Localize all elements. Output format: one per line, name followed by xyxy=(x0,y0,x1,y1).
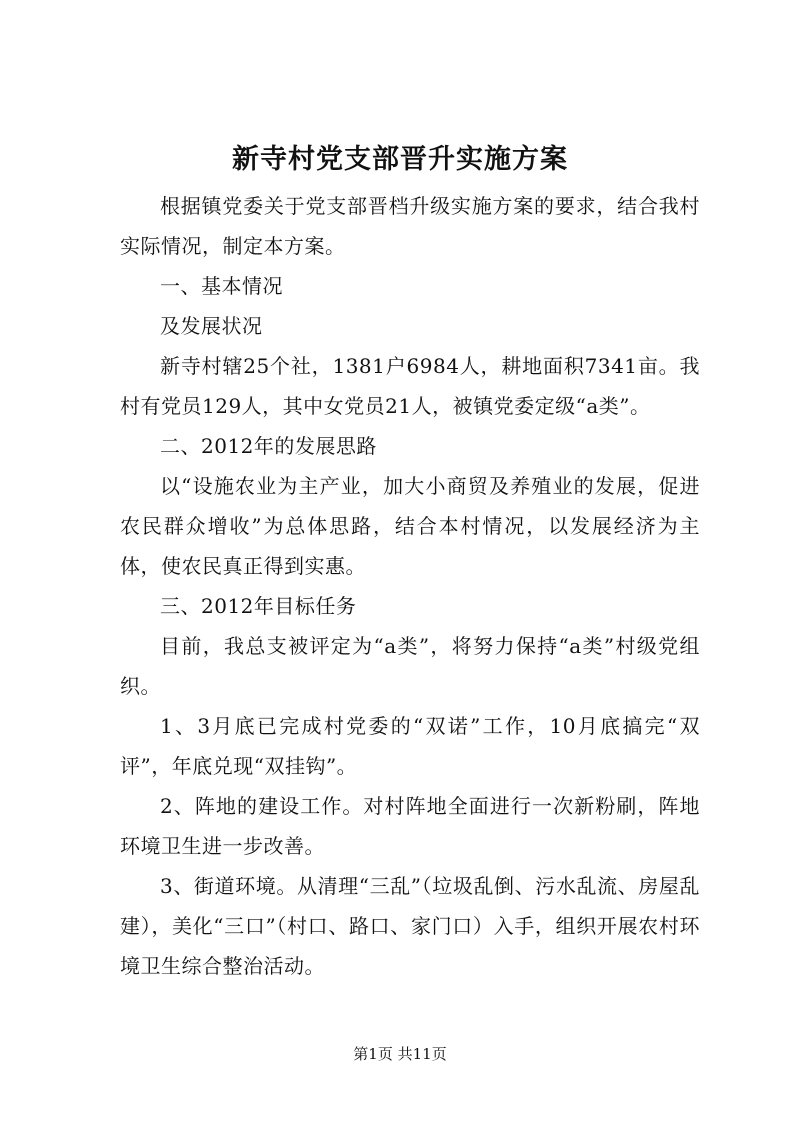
paragraph-development-ideas: 以“设施农业为主产业，加大小商贸及养殖业的发展，促进农民群众增收”为总体思路，结合本村情况，以发展经济为主体，使农民真正得到实惠。 xyxy=(120,474,700,578)
heading-goals: 三、2012年目标任务 xyxy=(160,594,357,618)
page-footer: 第1页 共11页 xyxy=(353,1045,447,1063)
paragraph-intro: 根据镇党委关于党支部晋档升级实施方案的要求，结合我村实际情况，制定本方案。 xyxy=(120,194,700,258)
paragraph-village-stats: 新寺村辖25个社，1381户6984人，耕地面积7341亩。我村有党员129人，其中女党员21人，被镇党委定级“a类”。 xyxy=(120,354,700,418)
heading-development-status: 及发展状况 xyxy=(160,314,263,338)
list-item-2: 2、阵地的建设工作。对村阵地全面进行一次新粉刷，阵地环境卫生进一步改善。 xyxy=(120,794,700,858)
heading-development-ideas: 二、2012年的发展思路 xyxy=(160,434,377,458)
list-item-3: 3、街道环境。从清理“三乱”（垃圾乱倒、污水乱流、房屋乱建），美化“三口”（村口、路口、家门口）入手，组织开展农村环境卫生综合整治活动。 xyxy=(120,874,700,978)
document-body xyxy=(120,186,700,986)
list-item-1: 1、3月底已完成村党委的“双诺”工作，10月底搞完“双评”，年底兑现“双挂钩”。 xyxy=(120,714,700,778)
document-title: 新寺村党支部晋升实施方案 xyxy=(232,144,568,175)
heading-basic-situation: 一、基本情况 xyxy=(160,274,283,298)
paragraph-goals: 目前，我总支被评定为“a类”，将努力保持“a类”村级党组织。 xyxy=(120,634,700,698)
